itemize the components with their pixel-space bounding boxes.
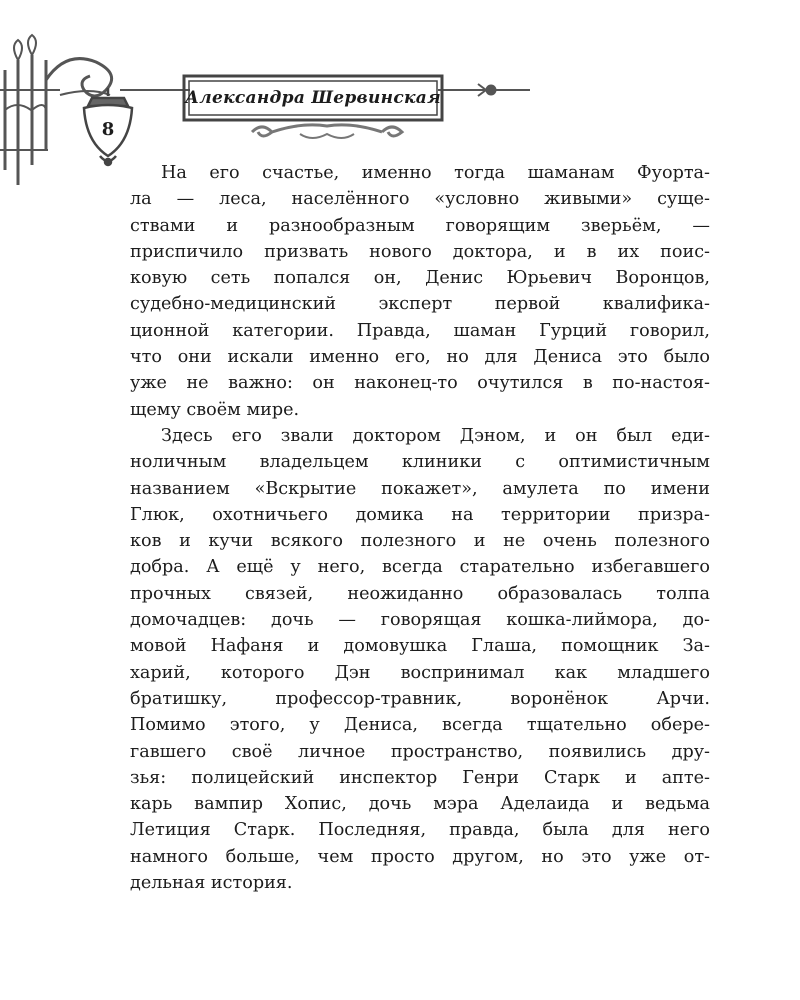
- author-name: Александра Шервинская: [185, 88, 441, 108]
- text-line: карь вампир Хопис, дочь мэра Аделаида и ведьма: [130, 794, 710, 815]
- text-line: что они искали именно его, но для Дениса это было: [130, 347, 710, 368]
- body-text: [130, 160, 710, 896]
- text-line: ковую сеть попался он, Денис Юрьевич Воронцов,: [130, 268, 710, 289]
- text-line: ков и кучи всякого полезного и не очень полезного: [130, 531, 710, 552]
- text-line: ционной категории. Правда, шаман Гурций говорил,: [130, 320, 710, 341]
- text-line: зья: полицейский инспектор Генри Старк и апте-: [130, 767, 710, 788]
- text-line: щему своём мире.: [130, 399, 300, 420]
- text-line: добра. А ещё у него, всегда старательно избегавшего: [130, 557, 710, 578]
- text-line: ствами и разнообразным говорящим зверьём, —: [130, 215, 710, 236]
- text-line: судебно-медицинский эксперт первой квалифика-: [130, 294, 710, 315]
- text-line: Помимо этого, у Дениса, всегда тщательно обере-: [130, 715, 710, 736]
- text-line: названием «Вскрытие покажет», амулета по имени: [130, 478, 710, 499]
- text-line: ла — леса, населённого «условно живыми» суще-: [130, 189, 710, 210]
- text-line: намного больше, чем просто другом, но это уже от-: [130, 846, 710, 867]
- text-line: приспичило призвать нового доктора, и в их поис-: [130, 241, 710, 262]
- page-number: 8: [101, 119, 115, 140]
- text-line: На его счастье, именно тогда шаманам Фуорта-: [161, 163, 710, 183]
- text-line: дельная история.: [130, 873, 293, 894]
- text-line: ноличным владельцем клиники с оптимистичным: [130, 452, 710, 473]
- text-line: уже не важно: он наконец-то очутился в по-настоя-: [130, 373, 710, 394]
- text-line: Глюк, охотничьего домика на территории призра-: [130, 504, 710, 525]
- text-line: братишку, профессор-травник, воронёнок Арчи.: [130, 688, 710, 709]
- author-header: [185, 80, 441, 116]
- text-line: Летиция Старк. Последняя, правда, была для него: [130, 820, 710, 841]
- text-line: мовой Нафаня и домовушка Глаша, помощник За-: [130, 636, 710, 657]
- text-line: домочадцев: дочь — говорящая кошка-лиймора, до-: [130, 610, 710, 631]
- paragraph-2: [130, 423, 710, 896]
- text-line: Здесь его звали доктором Дэном, и он был еди-: [161, 425, 710, 446]
- text-line: гавшего своё личное пространство, появились дру-: [130, 741, 710, 762]
- text-line: прочных связей, неожиданно образовалась толпа: [130, 583, 710, 604]
- text-line: харий, которого Дэн воспринимал как младшего: [130, 662, 710, 683]
- paragraph-1: [130, 160, 710, 423]
